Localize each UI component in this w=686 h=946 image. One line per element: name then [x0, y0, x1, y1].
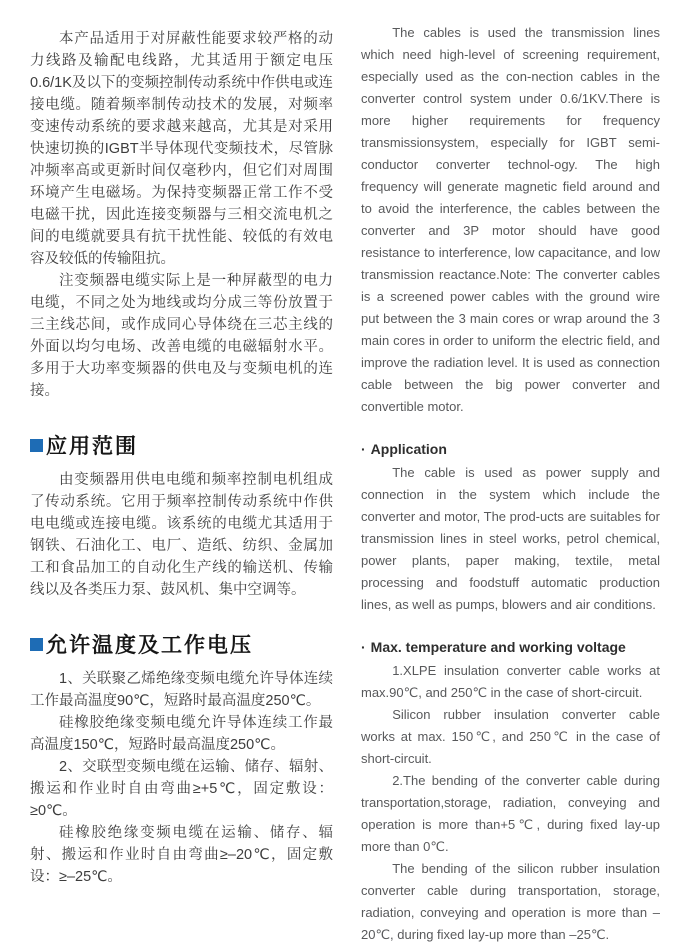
- en-intro-paragraph: The cables is used the transmission lines which need high-level of screening requirement, especially used as the con-nection cables in the converter control system under 0.6/1KV.There is more higher requirements for frequency transmissionsystem, especially for IGBT semi-conductor converter technol-ogy. The high frequency will generate magnetic field around and to avoid the interference, the cables between the converter and 3P motor should have good resistance to interference, low capacitance, and low transmission reactance.Note: The converter cables is a screened power cables with the ground wire put between the 3 main cores or wrap around the 3 main cores in order to uniform the electric field, and improve the radiation level. It is used as connection cable between the big power converter and convertible motor.: [361, 25, 660, 414]
- en-section-heading-application: [361, 441, 660, 457]
- en-temperature-paragraph-3: 2.The bending of the converter cable during transportation,storage, radiation, conveying and operation is more than+5℃, during fixed lay-up more than 0℃.: [361, 773, 660, 854]
- en-temperature-paragraph-2: Silicon rubber insulation converter cable works at max. 150℃, and 250℃ in the case of short-circuit.: [361, 707, 660, 766]
- en-temperature-paragraph-1: 1.XLPE insulation converter cable works at max.90℃, and 250℃ in the case of short-circuit.: [361, 663, 660, 700]
- en-section-title-temperature: Max. temperature and working voltage: [370, 639, 626, 655]
- middle-dot-bullet: ·: [361, 441, 366, 457]
- zh-section-heading-temperature: [30, 629, 333, 659]
- zh-section-title-temperature: 允许温度及工作电压: [46, 634, 253, 657]
- zh-intro-paragraph-2: 注变频器电缆实际上是一种屏蔽型的电力电缆，不同之处为地线或均分成三等份放置于三主线芯间，或作成同心导体绕在三芯主线的外面以均匀电场、改善电缆的电磁辐射水平。多用于大功率变频器的供电及与变频电机的连接。: [30, 273, 333, 399]
- english-column: [361, 22, 660, 942]
- zh-temperature-paragraph-3: 2、交联型变频电缆在运输、储存、辐射、搬运和作业时自由弯曲≥+5℃，固定敷设：≥0℃。: [30, 759, 333, 819]
- en-temperature-paragraph-4: The bending of the silicon rubber insulation converter cable during transportation, storage, radiation, conveying and operation is more than –20℃, during fixed lay-up more than –25℃.: [361, 861, 660, 942]
- zh-application-paragraph: 由变频器用供电电缆和频率控制电机组成了传动系统。它用于频率控制传动系统中作供电电缆或连接电缆。该系统的电缆尤其适用于钢铁、石油化工、电厂、造纸、纺织、金属加工和食品加工的自动化生产线的输送机、传输线以及各类压力泵、鼓风机、集中空调等。: [30, 472, 333, 598]
- chinese-column: [30, 22, 333, 885]
- en-section-title-application: Application: [370, 441, 447, 457]
- zh-temperature-paragraph-2: 硅橡胶绝缘变频电缆允许导体连续工作最高温度150℃，短路时最高温度250℃。: [30, 715, 333, 753]
- zh-section-heading-application: [30, 430, 333, 460]
- blue-square-icon: [30, 638, 43, 651]
- en-application-paragraph: The cable is used as power supply and connection in the system which include the converter and motor, The prod-ucts are suitables for transmission lines in steel works, petrol chemical, power plants, paper making, textile, metal processing and foodstuff automatic production lines, as well as pumps, blowers and air conditions.: [361, 465, 660, 612]
- middle-dot-bullet: ·: [361, 639, 366, 655]
- zh-temperature-paragraph-4: 硅橡胶绝缘变频电缆在运输、储存、辐射、搬运和作业时自由弯曲≥–20℃，固定敷设：≥–25℃。: [30, 825, 333, 885]
- zh-temperature-paragraph-1: 1、关联聚乙烯绝缘变频电缆允许导体连续工作最高温度90℃，短路时最高温度250℃。: [30, 671, 333, 709]
- blue-square-icon: [30, 439, 43, 452]
- zh-section-title-application: 应用范围: [46, 435, 138, 458]
- en-section-heading-temperature: [361, 639, 660, 655]
- zh-intro-paragraph-1: 本产品适用于对屏蔽性能要求较严格的动力线路及输配电线路，尤其适用于额定电压0.6/1K及以下的变频控制传动系统中作供电或连接电缆。随着频率制传动技术的发展，对频率变速传动系统的要求越来越高，尤其是对采用快速切换的IGBT半导体现代变频技术，尽管脉冲频率高或更新时间仅毫秒内，但它们对周围环境产生电磁场。为保持变频器正常工作不受电磁干扰，因此连接变频器与三相交流电机之间的电缆就要具有抗干扰性能、较低的有效电容及较低的传输阻抗。: [30, 31, 333, 267]
